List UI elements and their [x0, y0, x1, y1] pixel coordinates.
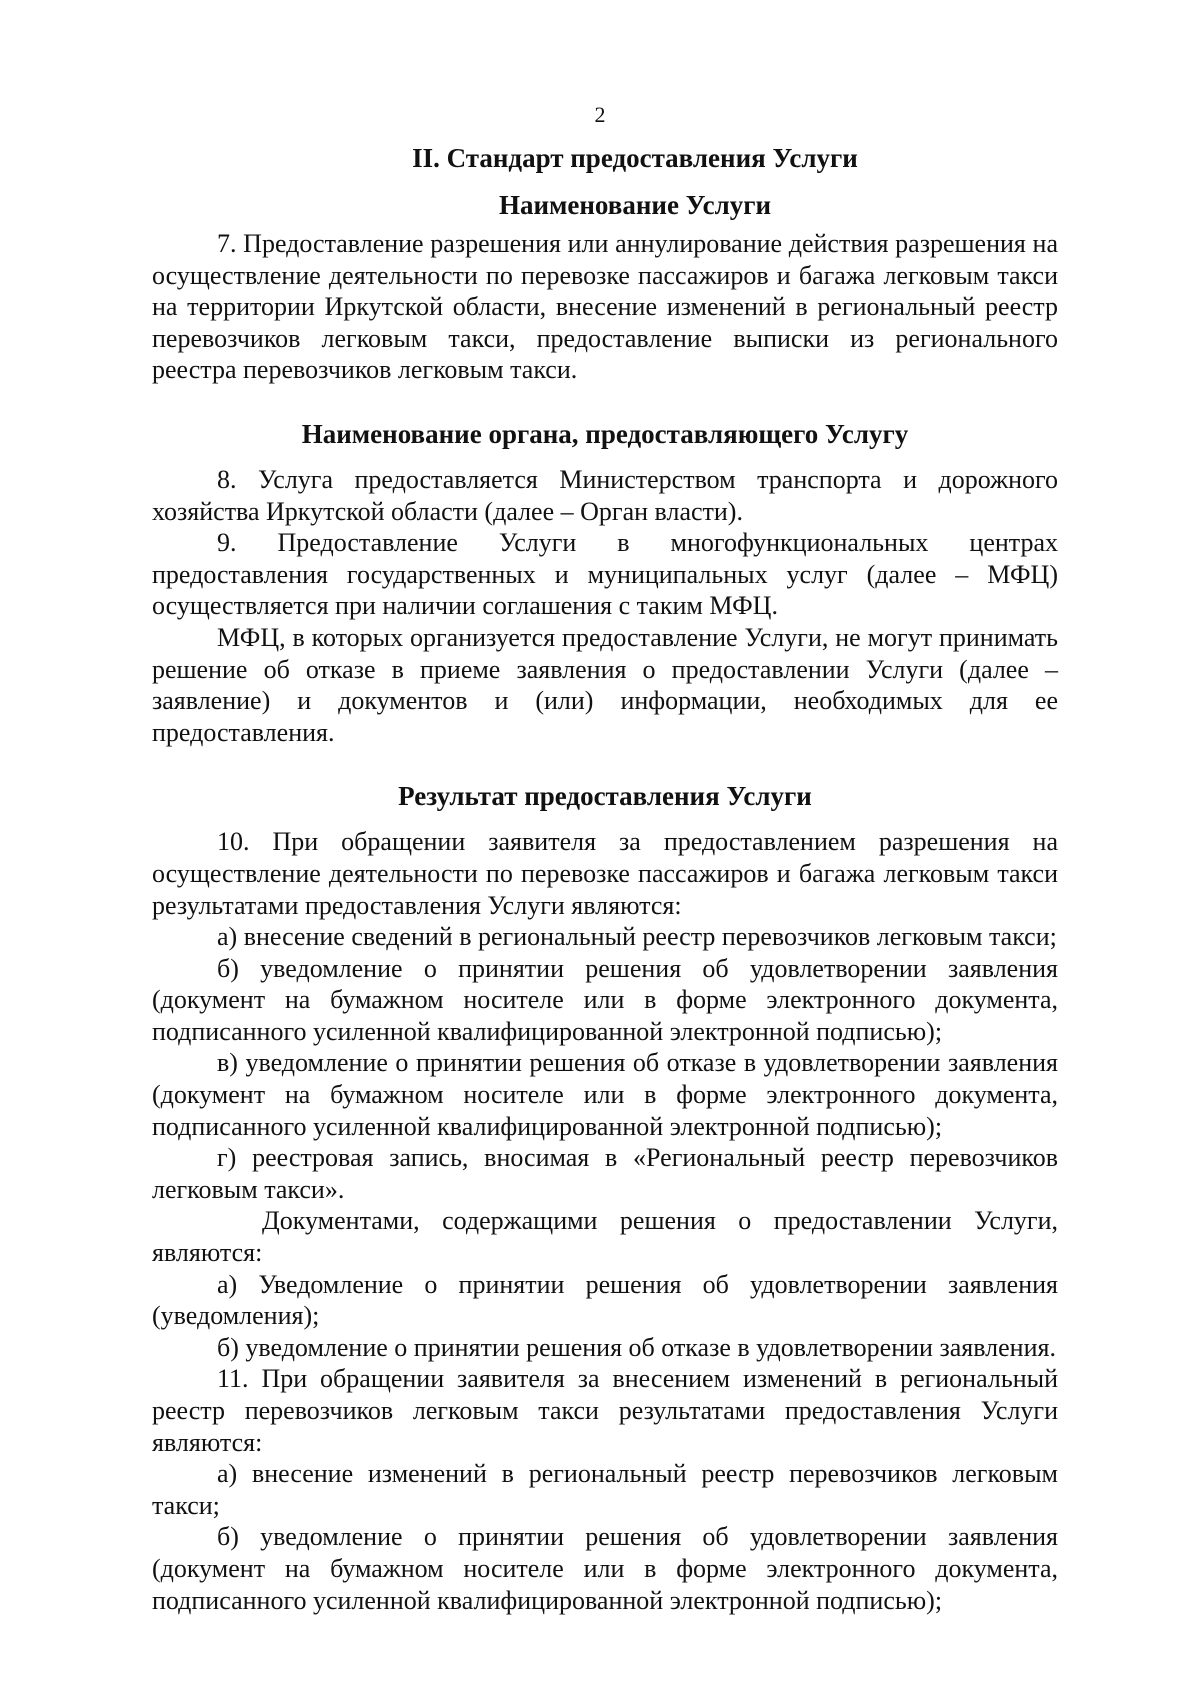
heading-authority: Наименование органа, предоставляющего Услугу: [301, 418, 909, 449]
paragraph-decision-a: а) Уведомление о принятии решения об удовлетворении заявления (уведомления);: [152, 1269, 1058, 1331]
paragraph-10-a: а) внесение сведений в региональный реестр перевозчиков легковым такси;: [217, 922, 1057, 952]
paragraph-11: 11. При обращении заявителя за внесением изменений в региональный реестр перевозчиков легковым такси результатами предоставления Услуги являются:: [152, 1364, 1058, 1457]
paragraph-decision-b: б) уведомление о принятии решения об отказе в удовлетворении заявления.: [217, 1332, 1056, 1362]
paragraph-decision-documents: Документами, содержащими решения о предоставлении Услуги, являются:: [152, 1206, 1058, 1268]
paragraph-10-v: в) уведомление о принятии решения об отказе в удовлетворении заявления (документ на бумажном носителе или в форме электронного документа, подписанного усиленной квалифицированной электронной подписью);: [152, 1048, 1058, 1141]
heading-service-name: Наименование Услуги: [498, 190, 772, 220]
paragraph-11-a: а) внесение изменений в региональный реестр перевозчиков легковым такси;: [152, 1459, 1058, 1520]
heading-result: Результат предоставления Услуги: [398, 781, 812, 812]
paragraph-mfc: МФЦ, в которых организуется предоставление Услуги, не могут принимать решение об отказе в приеме заявления о предоставлении Услуги (далее – заявление) и документов и (или) информации, необходимых для ее предоставления.: [152, 622, 1058, 747]
paragraph-8: 8. Услуга предоставляется Министерством транспорта и дорожного хозяйства Иркутской области (далее – Орган власти).: [152, 464, 1058, 526]
paragraph-10-b: б) уведомление о принятии решения об удовлетворении заявления (документ на бумажном носителе или в форме электронного документа, подписанного усиленной квалифицированной электронной подписью);: [152, 953, 1058, 1046]
paragraph-10: 10. При обращении заявителя за предоставлением разрешения на осуществление деятельности по перевозке пассажиров и багажа легковым такси результатами предоставления Услуги являются:: [152, 827, 1058, 920]
document-body: [152, 142, 1058, 1616]
paragraph-9: 9. Предоставление Услуги в многофункциональных центрах предоставления государственных и муниципальных услуг (далее – МФЦ) осуществляется при наличии соглашения с таким МФЦ.: [152, 528, 1058, 621]
section-title: II. Стандарт предоставления Услуги: [412, 143, 858, 173]
paragraph-7: 7. Предоставление разрешения или аннулирование действия разрешения на осуществление деятельности по перевозке пассажиров и багажа легковым такси на территории Иркутской области, внесение изменений в региональный реестр перевозчиков легковым такси, предоставление выписки из регионального реестра перевозчиков легковым такси.: [152, 229, 1058, 385]
paragraph-11-b: б) уведомление о принятии решения об удовлетворении заявления (документ на бумажном носителе или в форме электронного документа, подписанного усиленной квалифицированной электронной подписью);: [152, 1522, 1058, 1615]
page-number: 2: [594, 102, 606, 127]
paragraph-10-g: г) реестровая запись, вносимая в «Региональный реестр перевозчиков легковым такси».: [152, 1143, 1058, 1204]
